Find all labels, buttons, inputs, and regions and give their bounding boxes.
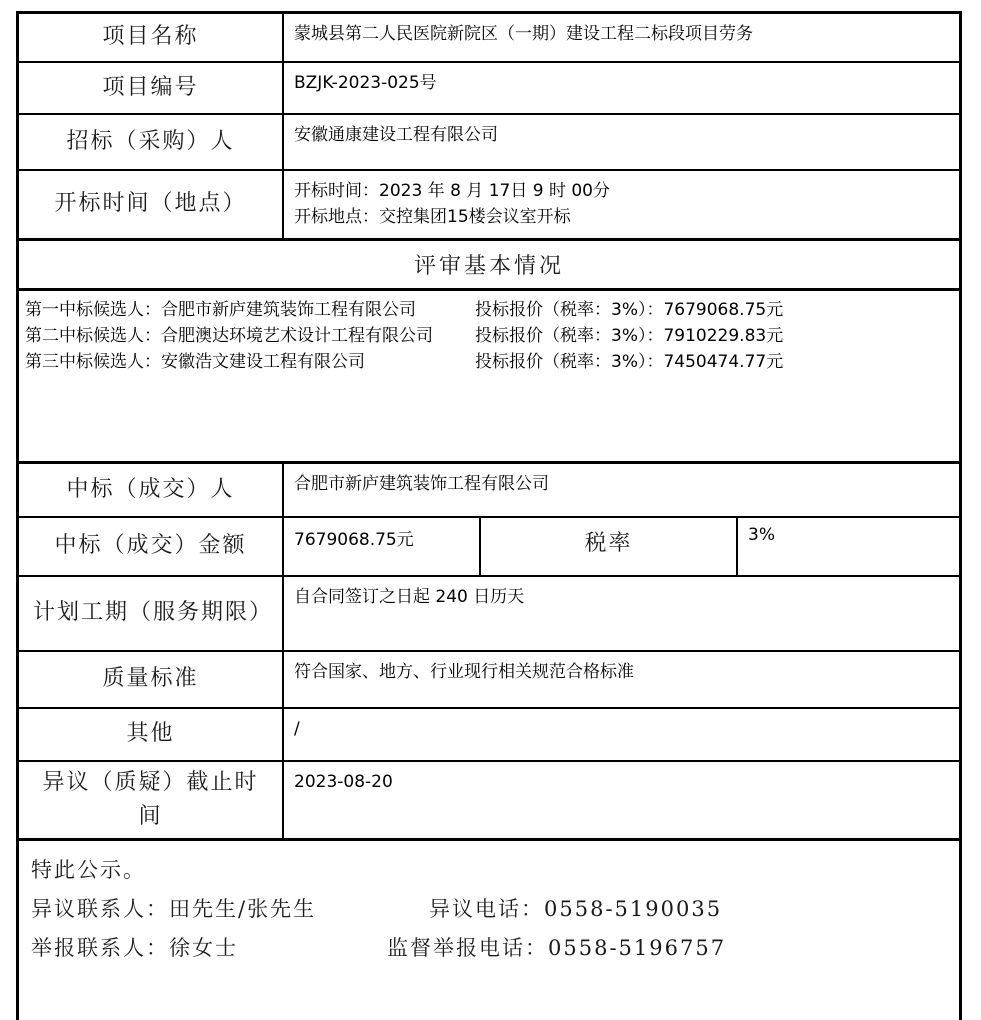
quality-standard-label: 质量标准 <box>19 652 284 707</box>
other-label: 其他 <box>19 709 284 760</box>
objection-phone: 异议电话：0558-5190035 <box>429 896 723 921</box>
tenderer-row <box>19 115 959 171</box>
candidates-list <box>19 291 959 461</box>
award-amount-label: 中标（成交）金额 <box>19 518 284 575</box>
winner-row <box>19 464 959 518</box>
announcement-table <box>16 11 962 1020</box>
footer-content <box>19 841 959 1020</box>
project-number-label: 项目编号 <box>19 63 284 113</box>
quality-standard-row <box>19 652 959 709</box>
planned-duration-label: 计划工期（服务期限） <box>19 577 284 650</box>
winner-value: 合肥市新庐建筑装饰工程有限公司 <box>294 473 549 494</box>
tenderer-label: 招标（采购）人 <box>19 115 284 169</box>
candidates-row <box>19 291 959 464</box>
candidate-1-price: 投标报价（税率：3%）：7679068.75元 <box>475 299 784 320</box>
tenderer-value: 安徽通康建设工程有限公司 <box>294 125 498 145</box>
bid-opening-label: 开标时间（地点） <box>19 171 284 238</box>
objection-deadline-row <box>19 762 959 841</box>
objection-deadline-value: 2023-08-20 <box>294 771 393 792</box>
award-amount-value: 7679068.75元 <box>284 518 481 575</box>
bid-opening-row <box>19 171 959 241</box>
project-number-value: BZJK-2023-025号 <box>294 73 437 93</box>
bid-opening-place: 开标地点：交控集团15楼会议室开标 <box>294 207 571 228</box>
project-number-row <box>19 63 959 115</box>
footer-notice-line <box>31 851 947 890</box>
bid-opening-value <box>284 171 959 238</box>
quality-standard-value: 符合国家、地方、行业现行相关规范合格标准 <box>294 661 634 682</box>
tax-rate-value: 3% <box>748 524 775 545</box>
candidate-2-price: 投标报价（税率：3%）：7910229.83元 <box>475 325 784 346</box>
candidate-1-name: 第一中标候选人：合肥市新庐建筑装饰工程有限公司 <box>25 299 416 320</box>
footer-notice: 特此公示。 <box>31 857 146 882</box>
candidate-row <box>25 323 953 349</box>
project-name-label: 项目名称 <box>19 14 284 61</box>
report-contact: 举报联系人：徐女士 <box>31 935 238 960</box>
candidate-row <box>25 349 953 375</box>
footer-row <box>19 841 959 1020</box>
winner-label: 中标（成交）人 <box>19 464 284 516</box>
planned-duration-value: 自合同签订之日起 240 日历天 <box>294 586 525 607</box>
candidate-3-price: 投标报价（税率：3%）：7450474.77元 <box>475 351 784 372</box>
tax-rate-label: 税率 <box>481 518 738 575</box>
other-row <box>19 709 959 762</box>
objection-contact-line <box>31 890 947 929</box>
candidate-2-name: 第二中标候选人：合肥澳达环境艺术设计工程有限公司 <box>25 325 433 346</box>
award-amount-row <box>19 518 959 577</box>
review-section-row <box>19 241 959 291</box>
bid-opening-time: 开标时间：2023 年 8 月 17日 9 时 00分 <box>294 181 610 201</box>
objection-deadline-label: 异议（质疑）截止时间 <box>19 762 284 838</box>
report-phone: 监督举报电话：0558-5196757 <box>387 935 727 960</box>
planned-duration-row <box>19 577 959 652</box>
candidate-3-name: 第三中标候选人：安徽浩文建设工程有限公司 <box>25 351 365 372</box>
objection-contact: 异议联系人：田先生/张先生 <box>31 896 317 921</box>
project-name-row <box>19 14 959 63</box>
review-section-title: 评审基本情况 <box>413 253 564 279</box>
report-contact-line <box>31 929 947 968</box>
project-name-value: 蒙城县第二人民医院新院区（一期）建设工程二标段项目劳务 <box>294 24 753 44</box>
other-value: / <box>294 718 300 739</box>
candidate-row <box>25 297 953 323</box>
